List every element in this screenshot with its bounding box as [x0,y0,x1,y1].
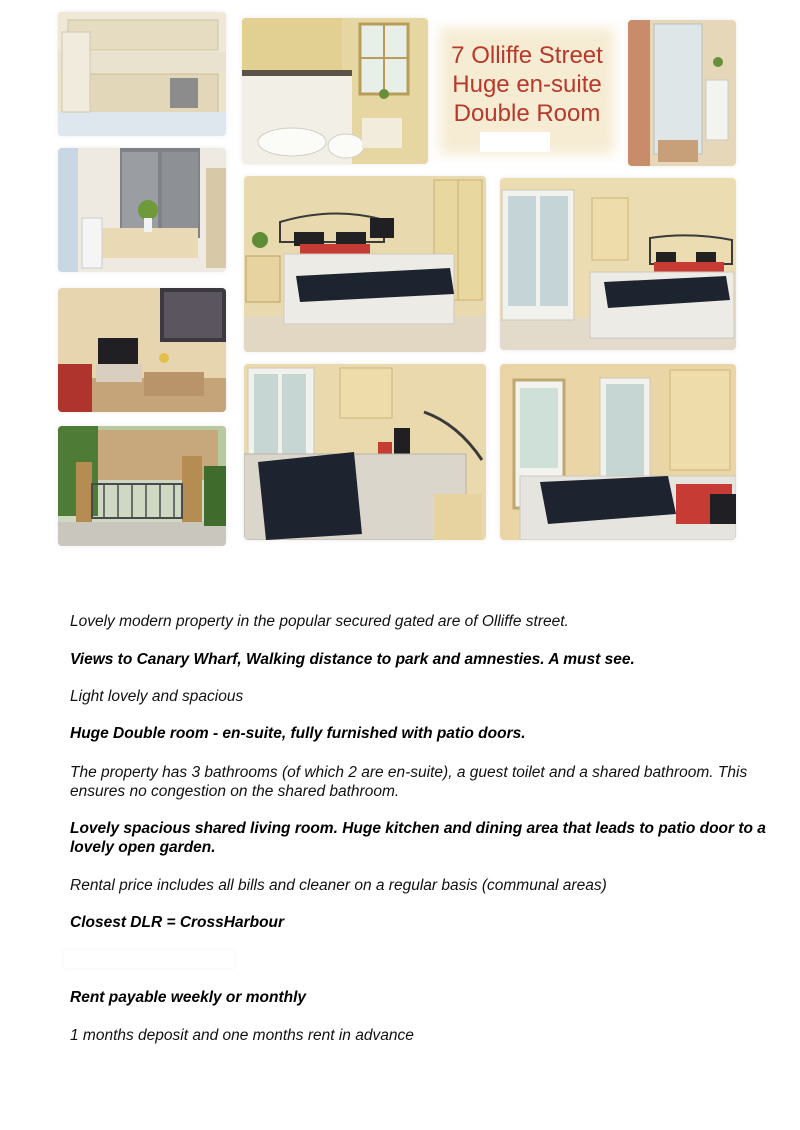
bedroom-photo-1 [244,176,486,352]
gated-entrance-photo [58,426,226,546]
bathroom-photo [242,18,428,164]
description-paragraph-6: Lovely spacious shared living room. Huge kitchen and dining area that leads to patio door to a lovely open garden. [70,820,766,856]
bedroom-photo-3 [244,364,486,540]
ensuite-shower-photo [628,20,736,166]
dining-photo [58,148,226,272]
headline-title: 7 Olliffe Street [451,42,603,69]
headline-subtitle: Huge en-suite [452,71,602,98]
description-paragraph-10: 1 months deposit and one months rent in advance [70,1027,414,1044]
blank-label [480,132,550,152]
headline-room-type: Double Room [453,100,601,127]
description-paragraph-3: Light lovely and spacious [70,688,244,705]
redacted-line [64,950,234,968]
description-paragraph-1: Lovely modern property in the popular secured gated are of Olliffe street. [70,613,569,630]
kitchen-photo [58,12,226,136]
description-paragraph-4: Huge Double room - en-suite, fully furnished with patio doors. [70,725,526,742]
living-room-photo [58,288,226,412]
bedroom-photo-2 [500,178,736,350]
description-paragraph-5: The property has 3 bathrooms (of which 2 are en-suite), a guest toilet and a shared bathroom. This ensures no congestion on the shared bathroom. [70,764,748,800]
description-paragraph-7: Rental price includes all bills and cleaner on a regular basis (communal areas) [70,877,607,894]
bedroom-photo-4 [500,364,736,540]
description-paragraph-8: Closest DLR = CrossHarbour [70,914,285,931]
headline-box [432,20,622,162]
description-paragraph-2: Views to Canary Wharf, Walking distance to park and amnesties. A must see. [70,651,635,668]
description-paragraph-9: Rent payable weekly or monthly [70,989,307,1006]
